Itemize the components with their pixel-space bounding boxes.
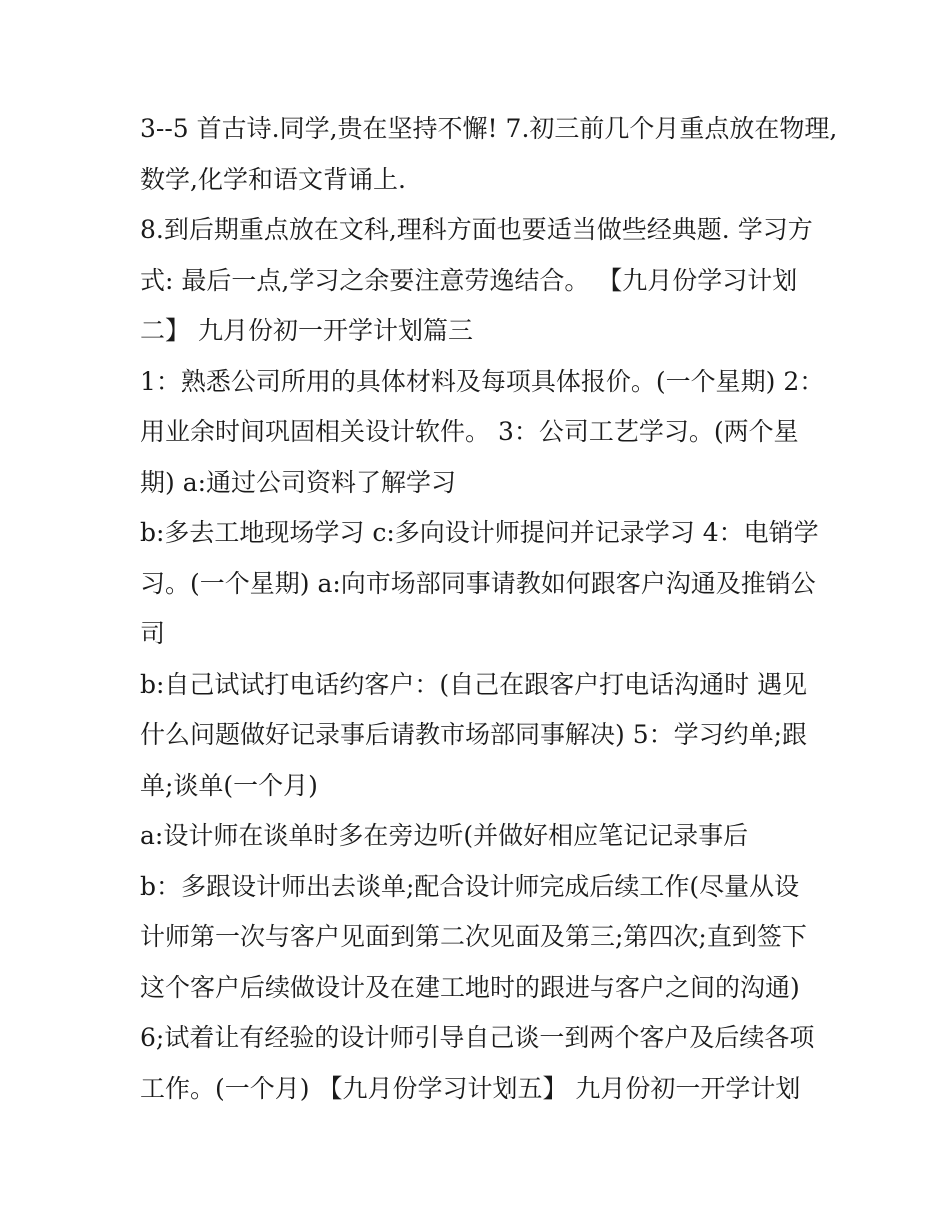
text-line: 单;谈单(一个月) (140, 770, 318, 800)
text-line: 什么问题做好记录事后请教市场部同事解决) 5：学习约单;跟 (140, 720, 808, 749)
text-line: a:设计师在谈单时多在旁边听(并做好相应笔记记录事后 (140, 821, 749, 850)
text-line: 司 (140, 619, 166, 648)
text-line: 工作。(一个月) 【九月份学习计划五】 九月份初一开学计划 (140, 1073, 801, 1103)
text-line: b：多跟设计师出去谈单;配合设计师完成后续工作(尽量从设 (140, 871, 800, 901)
text-line: 这个客户后续做设计及在建工地时的跟进与客户之间的沟通) (140, 972, 800, 1002)
text-line: b:自己试试打电话约客户：(自己在跟客户打电话沟通时 遇见 (140, 669, 808, 699)
text-line: 习。(一个星期) a:向市场部同事请教如何跟客户沟通及推销公 (140, 568, 816, 598)
text-line: 数学,化学和语文背诵上. (140, 164, 406, 194)
text-line: 6;试着让有经验的设计师引导自己谈一到两个客户及后续各项 (140, 1023, 815, 1052)
text-line: 式: 最后一点,学习之余要注意劳逸结合。 【九月份学习计划 (140, 265, 798, 295)
text-line: 二】 九月份初一开学计划篇三 (140, 316, 473, 345)
body-text (140, 104, 838, 1114)
text-line: 用业余时间巩固相关设计软件。 3：公司工艺学习。(两个星 (140, 417, 799, 446)
text-line: 3--5 首古诗.同学,贵在坚持不懈! 7.初三前几个月重点放在物理, (140, 114, 838, 143)
text-line: 计师第一次与客户见面到第二次见面及第三;第四次;直到签下 (140, 922, 807, 951)
text-line: 1：熟悉公司所用的具体材料及每项具体报价。(一个星期) 2： (140, 366, 825, 396)
text-line: b:多去工地现场学习 c:多向设计师提问并记录学习 4：电销学 (140, 518, 819, 547)
text-line: 期) a:通过公司资料了解学习 (140, 467, 457, 497)
text-line: 8.到后期重点放在文科,理科方面也要适当做些经典题. 学习方 (140, 215, 813, 244)
